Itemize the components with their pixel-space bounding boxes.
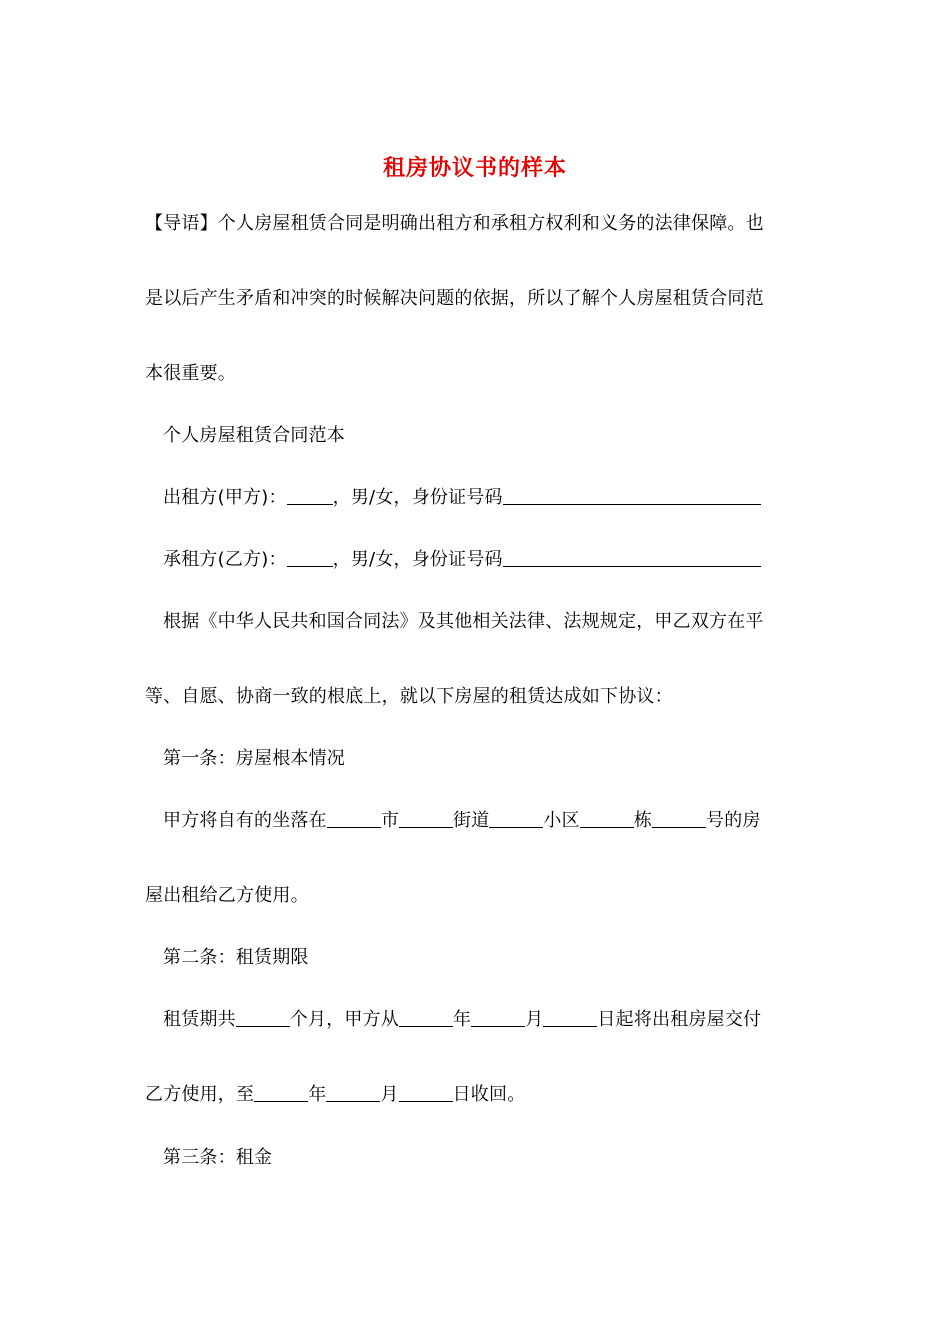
- lessor-id-blank: [503, 484, 761, 505]
- number-blank: [652, 807, 706, 828]
- lessee-id-blank: [503, 546, 761, 567]
- start-month-blank: [471, 1006, 525, 1027]
- start-day-blank: [543, 1006, 597, 1027]
- intro-line-2: 是以后产生矛盾和冲突的时候解决问题的依据，所以了解个人房屋租赁合同范: [145, 288, 764, 309]
- article-1-line-2: 屋出租给乙方使用。: [145, 885, 309, 906]
- lessee-line: [163, 545, 823, 575]
- lessor-label: 出租方(甲方)：: [163, 487, 287, 508]
- article-1-text-number: 号的房: [706, 810, 761, 831]
- lessor-gender-id-label: ，男/女，身份证号码: [332, 487, 503, 508]
- basis-line-2: 等、自愿、协商一致的根底上，就以下房屋的租赁达成如下协议：: [145, 686, 673, 707]
- city-blank: [327, 807, 381, 828]
- article-1-line-1: [163, 806, 823, 836]
- article-2-text-end-month: 月: [380, 1084, 399, 1105]
- lessee-gender-id-label: ，男/女，身份证号码: [332, 549, 503, 570]
- article-2-text-term: 租赁期共: [163, 1009, 236, 1030]
- article-1-text-location: 甲方将自有的坐落在: [163, 810, 327, 831]
- document-title: 租房协议书的样本: [382, 156, 567, 181]
- article-2-text-end-year: 年: [308, 1084, 327, 1105]
- lessor-name-blank: [287, 484, 333, 505]
- article-2-text-end-day: 日收回。: [452, 1084, 526, 1105]
- article-1-text-city: 市: [380, 810, 400, 831]
- end-month-blank: [326, 1081, 380, 1102]
- article-1-text-street: 街道: [453, 810, 490, 831]
- lessee-label: 承租方(乙方)：: [163, 549, 287, 570]
- basis-line-1: 根据《中华人民共和国合同法》及其他相关法律、法规规定，甲乙双方在平: [163, 611, 764, 632]
- months-blank: [236, 1006, 290, 1027]
- lessor-line: [163, 483, 823, 513]
- article-1-text-community: 小区: [543, 810, 580, 831]
- article-1-text-building: 栋: [633, 810, 653, 831]
- community-blank: [489, 807, 543, 828]
- article-2-text-year: 年: [453, 1009, 472, 1030]
- contract-subtitle: 个人房屋租赁合同范本: [163, 425, 345, 446]
- start-year-blank: [399, 1006, 453, 1027]
- article-2-line-2: [145, 1080, 805, 1110]
- intro-line-1: 【导语】个人房屋租赁合同是明确出租方和承租方权利和义务的法律保障。也: [145, 213, 764, 234]
- building-blank: [580, 807, 634, 828]
- article-2-heading: 第二条：租赁期限: [163, 947, 309, 968]
- end-year-blank: [254, 1081, 308, 1102]
- article-2-text-day: 日起将出租房屋交付: [597, 1009, 762, 1030]
- article-2-text-month: 月: [525, 1009, 544, 1030]
- article-3-heading: 第三条：租金: [163, 1147, 273, 1168]
- article-2-text-months: 个月，甲方从: [289, 1009, 400, 1030]
- article-2-text-until: 乙方使用，至: [145, 1084, 255, 1105]
- article-2-line-1: [163, 1005, 823, 1035]
- street-blank: [399, 807, 453, 828]
- article-1-heading: 第一条：房屋根本情况: [163, 748, 345, 769]
- intro-line-3: 本很重要。: [145, 363, 236, 384]
- lessee-name-blank: [287, 546, 333, 567]
- end-day-blank: [399, 1081, 453, 1102]
